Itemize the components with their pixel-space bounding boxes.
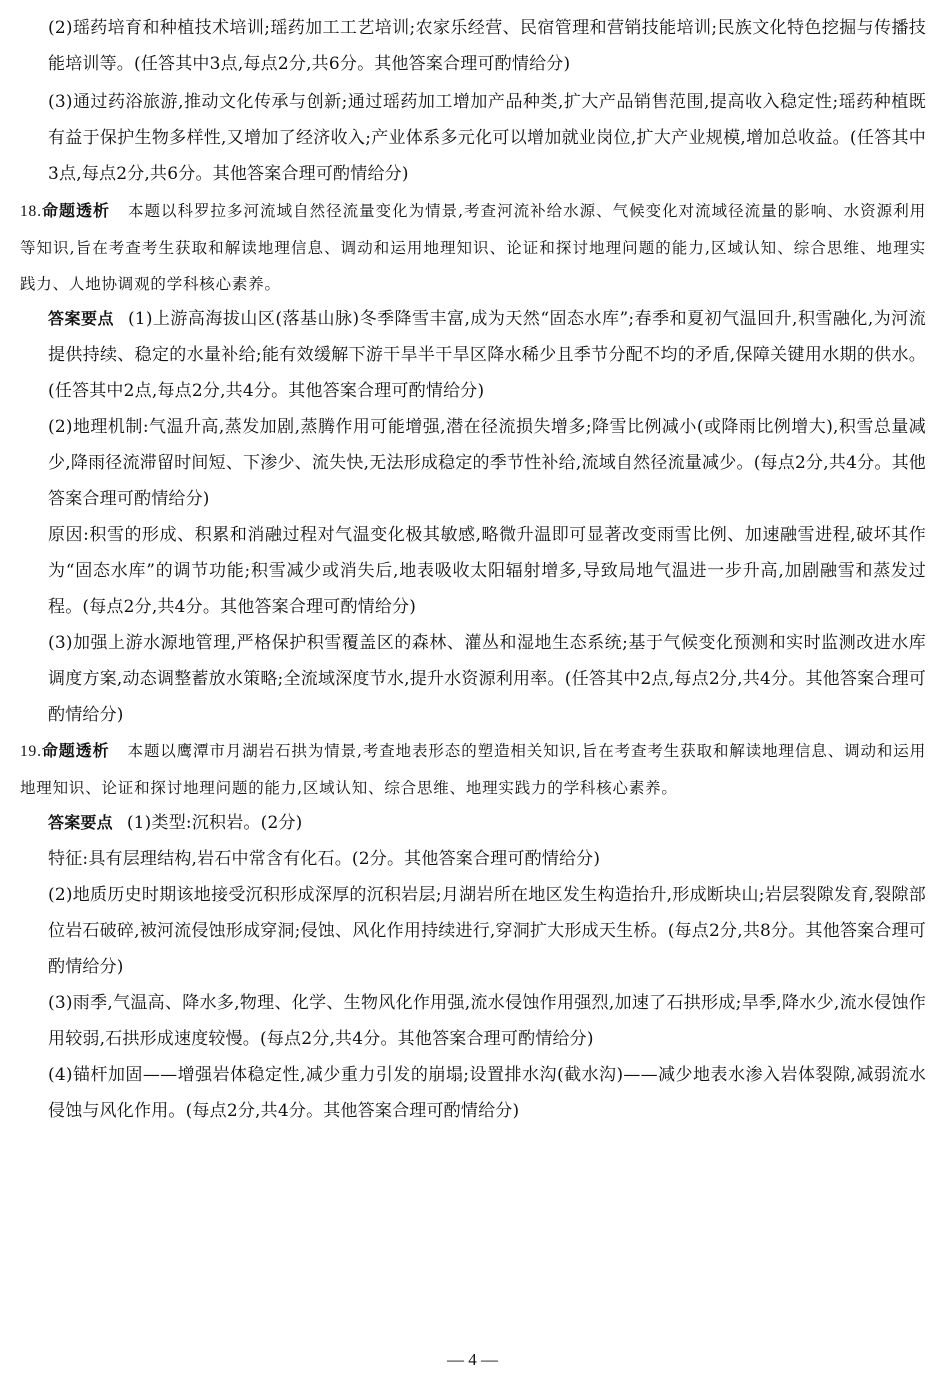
q19-answer-1-text: (1)类型:沉积岩。(2分) [126,813,303,833]
q19-answer-1-feature: 特征:具有层理结构,岩石中常含有化石。(2分。其他答案合理可酌情给分) [48,849,601,869]
q18-answer-label: 答案要点 [48,309,114,328]
q18-intro-text: 本题以科罗拉多河流域自然径流量变化为情景,考查河流补给水源、气候变化对流域径流量的影响、水资源利用等知识,旨在考查考生获取和解读地理信息、调动和运用地理知识、论证和探讨地理问题的能力,区域认知、综合思维、地理实践力、人地协调观的学科核心素养。 [20,202,926,293]
q19-answer-1 [48,805,926,841]
q18-intro [20,193,926,302]
q19-intro-label: 命题透析 [41,741,110,760]
q17-answer-2: (2)瑶药培育和种植技术培训;瑶药加工工艺培训;农家乐经营、民宿管理和营销技能培训;民族文化特色挖掘与传播技能培训等。(任答其中3点,每点2分,共6分。其他答案合理可酌情给分) [48,18,926,74]
q19-intro [20,733,926,806]
q19-answer-4: (4)锚杆加固——增强岩体稳定性,减少重力引发的崩塌;设置排水沟(截水沟)——减少地表水渗入岩体裂隙,减弱流水侵蚀与风化作用。(每点2分,共4分。其他答案合理可酌情给分) [48,1065,926,1121]
q19-number: 19. [20,743,42,760]
q19-answer-3: (3)雨季,气温高、降水多,物理、化学、生物风化作用强,流水侵蚀作用强烈,加速了石拱形成;旱季,降水少,流水侵蚀作用较弱,石拱形成速度较慢。(每点2分,共4分。其他答案合理可酌情给分) [48,993,926,1049]
q17-answer-3: (3)通过药浴旅游,推动文化传承与创新;通过瑶药加工增加产品种类,扩大产品销售范围,提高收入稳定性;瑶药种植既有益于保护生物多样性,又增加了经济收入;产业体系多元化可以增加就业岗位,扩大产业规模,增加总收益。(任答其中3点,每点2分,共6分。其他答案合理可酌情给分) [48,92,926,184]
q18-intro-label: 命题透析 [41,201,111,220]
page-number: — 4 — [447,1350,498,1369]
q18-answer-1 [48,301,926,409]
q19-answer-2: (2)地质历史时期该地接受沉积形成深厚的沉积岩层;月湖岩所在地区发生构造抬升,形成断块山;岩层裂隙发育,裂隙部位岩石破碎,被河流侵蚀形成穿洞;侵蚀、风化作用持续进行,穿洞扩大形成天生桥。(每点2分,共8分。其他答案合理可酌情给分) [48,885,926,977]
q18-answer-2: (2)地理机制:气温升高,蒸发加剧,蒸腾作用可能增强,潜在径流损失增多;降雪比例减小(或降雨比例增大),积雪总量减少,降雨径流滞留时间短、下渗少、流失快,无法形成稳定的季节性补给,流域自然径流量减少。(每点2分,共4分。其他答案合理可酌情给分) [48,417,926,509]
q19-answer-label: 答案要点 [48,813,113,832]
q18-answer-2-reason: 原因:积雪的形成、积累和消融过程对气温变化极其敏感,略微升温即可显著改变雨雪比例、加速融雪进程,破坏其作为“固态水库”的调节功能;积雪减少或消失后,地表吸收太阳辐射增多,导致局地气温进一步升高,加剧融雪和蒸发过程。(每点2分,共4分。其他答案合理可酌情给分) [48,525,926,617]
q18-answer-1-text: (1)上游高海拔山区(落基山脉)冬季降雪丰富,成为天然“固态水库”;春季和夏初气温回升,积雪融化,为河流提供持续、稳定的水量补给;能有效缓解下游干旱半干旱区降水稀少且季节分配不均的矛盾,保障关键用水期的供水。(任答其中2点,每点2分,共4分。其他答案合理可酌情给分) [48,309,926,401]
q18-number: 18. [20,203,42,220]
q19-intro-text: 本题以鹰潭市月湖岩石拱为情景,考查地表形态的塑造相关知识,旨在考查考生获取和解读地理信息、调动和运用地理知识、论证和探讨地理问题的能力,区域认知、综合思维、地理实践力的学科核心素养。 [20,742,927,797]
q18-answer-3: (3)加强上游水源地管理,严格保护积雪覆盖区的森林、灌丛和湿地生态系统;基于气候变化预测和实时监测改进水库调度方案,动态调整蓄放水策略;全流域深度节水,提升水资源利用率。(任答其中2点,每点2分,共4分。其他答案合理可酌情给分) [48,633,926,725]
